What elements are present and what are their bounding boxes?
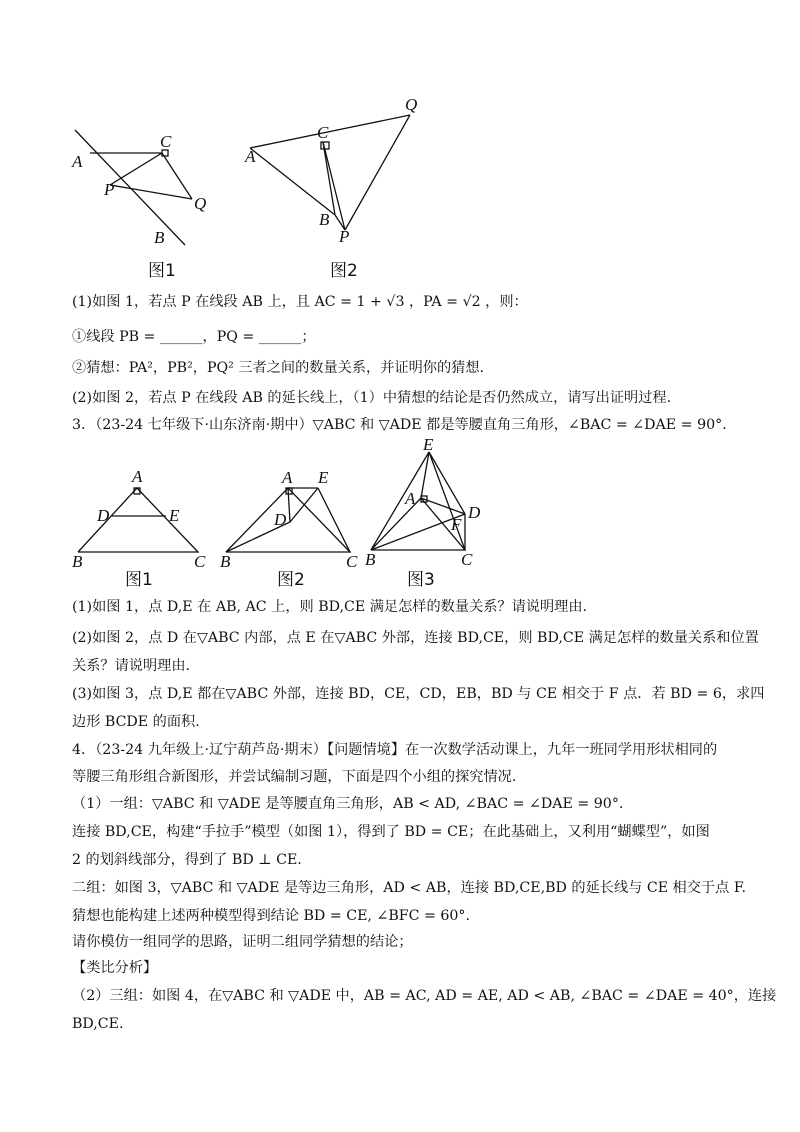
segment-PQ	[110, 185, 192, 199]
q4-analogy-heading: 【类比分析】	[72, 960, 158, 976]
q4-stem-line2: 等腰三角形组合新图形，并尝试编制习题，下面是四个小组的探究情况.	[72, 769, 517, 785]
q2-part2: (2)如图 2，若点 P 在线段 AB 的延长线上，（1）中猜想的结论是否仍然成立，请写出证明过程.	[72, 390, 672, 406]
segment-EC	[318, 488, 350, 552]
segment-CQ	[162, 153, 192, 199]
label-P: P	[104, 180, 115, 199]
q4-part1-line1: （1）一组：▽ABC 和 ▽ADE 是等腰直角三角形，AB < AD, ∠BAC = ∠DAE = 90°.	[72, 796, 624, 812]
label-A: A	[72, 152, 83, 171]
segment-CP	[110, 153, 162, 185]
label-Q: Q	[194, 194, 207, 213]
q3-figure-1	[70, 467, 215, 571]
label-C: C	[461, 550, 473, 569]
triangle-ABC	[78, 488, 198, 552]
segment-EC	[429, 452, 465, 550]
segment-PQ	[345, 115, 410, 230]
q3-part2-line1: (2)如图 2，点 D 在▽ABC 内部，点 E 在▽ABC 外部，连接 BD,CE，则 BD,CE 满足怎样的数量关系和位置	[72, 630, 759, 646]
top-figure-2	[235, 90, 435, 250]
label-A: A	[132, 467, 143, 486]
q4-group2-line2: 猜想也能构建上述两种模型得到结论 BD = CE, ∠BFC = 60°.	[72, 908, 471, 924]
q2-part1-conjecture: ②猜想：PA²，PB²，PQ² 三者之间的数量关系，并证明你的猜想.	[72, 360, 485, 376]
q3-figure-2	[218, 470, 363, 570]
label-B: B	[365, 550, 376, 569]
label-C: C	[317, 123, 329, 142]
q4-stem-line1: 4．（23-24 九年级上·辽宁葫芦岛·期末）【问题情境】在一次数学活动课上，九年一班同学用形状相同的	[72, 742, 718, 758]
top-figure-2-caption: 图2	[330, 261, 358, 281]
q4-part2-line2: BD,CE.	[72, 1016, 124, 1032]
q3-stem: 3．（23-24 七年级下·山东济南·期中）▽ABC 和 ▽ADE 都是等腰直角三角形，∠BAC = ∠DAE = 90°.	[72, 417, 727, 433]
label-E: E	[169, 506, 180, 525]
q4-group2-line3: 请你模仿一组同学的思路，证明二组同学猜想的结论；	[72, 934, 413, 950]
q3-figure-3-caption: 图3	[407, 570, 435, 590]
label-A: A	[245, 147, 256, 166]
label-E: E	[318, 468, 329, 487]
q2-part1-blanks: ①线段 PB = ______，PQ = ______；	[72, 329, 316, 345]
label-P: P	[339, 227, 350, 246]
q4-part2-line1: （2）三组：如图 4，在▽ABC 和 ▽ADE 中，AB = AC, AD = AE, AD < AB, ∠BAC = ∠DAE = 40°，连接	[72, 988, 777, 1004]
q3-figure-2-diagram	[218, 470, 363, 570]
q3-part1: (1)如图 1，点 D,E 在 AB, AC 上，则 BD,CE 满足怎样的数量关系？请说明理由.	[72, 599, 588, 615]
label-D: D	[274, 510, 287, 529]
label-F: F	[451, 515, 462, 534]
label-Q: Q	[405, 95, 418, 114]
label-C: C	[194, 552, 206, 571]
top-figure-1-caption: 图1	[148, 261, 176, 281]
label-B: B	[72, 552, 83, 571]
segment-ED	[429, 452, 465, 514]
segment-DE	[290, 488, 318, 522]
q3-figure-1-diagram	[70, 467, 215, 571]
label-D: D	[97, 506, 110, 525]
label-B: B	[319, 210, 330, 229]
label-B: B	[220, 552, 231, 571]
segment-AB	[250, 148, 335, 215]
line-A-Q	[250, 115, 410, 148]
segment-AD	[288, 488, 290, 522]
label-A: A	[282, 468, 293, 487]
top-figure-1	[60, 105, 230, 255]
label-B: B	[154, 228, 165, 247]
q3-figure-3-diagram	[365, 435, 495, 573]
segment-EB	[371, 452, 429, 550]
q3-figure-2-caption: 图2	[277, 570, 305, 590]
q3-part2-line2: 关系？请说明理由.	[72, 658, 191, 674]
q3-part3-line2: 边形 BCDE 的面积.	[72, 714, 200, 730]
label-A: A	[405, 489, 416, 508]
top-figure-1-diagram	[60, 105, 230, 255]
q3-figure-1-caption: 图1	[125, 570, 153, 590]
label-C: C	[346, 552, 358, 571]
q4-part1-line2: 连接 BD,CE，构建“手拉手”模型（如图 1），得到了 BD = CE；在此基础上，又利用“蝴蝶型”，如图	[72, 824, 710, 840]
q3-figure-3	[365, 435, 495, 573]
label-C: C	[160, 132, 172, 151]
q4-part1-line3: 2 的划斜线部分，得到了 BD ⊥ CE.	[72, 852, 302, 868]
segment-CB	[323, 142, 335, 215]
q4-group2-line1: 二组：如图 3，▽ABC 和 ▽ADE 是等边三角形，AD < AB，连接 BD,CE,BD 的延长线与 CE 相交于点 F.	[72, 880, 746, 896]
top-figure-2-diagram	[235, 90, 435, 250]
label-D: D	[468, 503, 481, 522]
label-E: E	[423, 435, 434, 454]
q3-part3-line1: (3)如图 3，点 D,E 都在▽ABC 外部，连接 BD，CE，CD，EB，BD 与 CE 相交于 F 点．若 BD = 6，求四	[72, 686, 765, 702]
q2-part1: (1)如图 1，若点 P 在线段 AB 上，且 AC = 1 + √3 ，PA = √2 ，则：	[72, 294, 528, 310]
